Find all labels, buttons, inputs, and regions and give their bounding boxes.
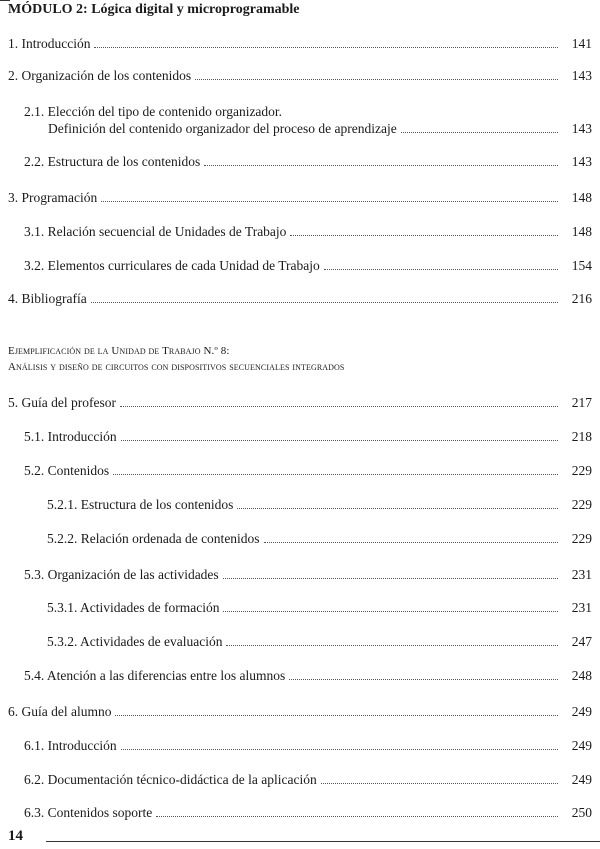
toc-label: 5.4. Atención a las diferencias entre los alumnos — [24, 668, 286, 683]
toc-label: 1. Introducción — [8, 36, 91, 51]
section-heading-line1: Ejemplificación de la Unidad de Trabajo N.º 8: — [8, 345, 230, 357]
toc-page-number: 148 — [571, 224, 592, 239]
toc-entry-5-3 — [24, 566, 592, 583]
toc-label: 3.2. Elementos curriculares de cada Unidad de Trabajo — [24, 258, 320, 273]
toc-entry-5-2-2 — [47, 530, 592, 547]
toc-page-number: 247 — [571, 634, 592, 649]
toc-label-line1: 2.1. Elección del tipo de contenido organizador. — [24, 104, 283, 119]
dot-leader — [226, 645, 558, 646]
toc-page-number: 229 — [571, 531, 592, 546]
toc-page-number: 216 — [571, 291, 592, 306]
toc-page-number: 229 — [571, 463, 592, 478]
toc-page-number: 217 — [571, 395, 592, 410]
toc-label: 3. Programación — [8, 190, 98, 205]
toc-label — [24, 103, 397, 137]
toc-entry-6-1 — [24, 737, 592, 754]
toc-page-number: 249 — [571, 772, 592, 787]
dot-leader — [223, 578, 558, 579]
toc-entry-6-2 — [24, 771, 592, 788]
dot-leader — [121, 749, 558, 750]
module-title: MÓDULO 2: Lógica digital y microprogramable — [8, 2, 300, 17]
toc-page-number: 231 — [571, 600, 592, 615]
dot-leader — [113, 474, 558, 475]
toc-label: 3.1. Relación secuencial de Unidades de Trabajo — [24, 224, 287, 239]
dot-leader — [120, 406, 558, 407]
toc-entry-2-1 — [24, 103, 592, 137]
footer-page-number: 14 — [8, 828, 23, 844]
dot-leader — [91, 302, 558, 303]
toc-entry-5-4 — [24, 667, 592, 684]
toc-label: 6.1. Introducción — [24, 738, 117, 753]
toc-entry-5-1 — [24, 428, 592, 445]
toc-label: 2. Organización de los contenidos — [8, 68, 192, 83]
toc-entry-5 — [8, 394, 592, 411]
section-heading — [8, 343, 344, 375]
toc-label: 5.3. Organización de las actividades — [24, 567, 219, 582]
dot-leader — [101, 201, 558, 202]
dot-leader — [223, 611, 558, 612]
toc-label: 6. Guía del alumno — [8, 704, 112, 719]
toc-entry-6 — [8, 703, 592, 720]
dot-leader — [264, 542, 558, 543]
toc-entry-4 — [8, 290, 592, 307]
toc-page-number: 148 — [571, 190, 592, 205]
toc-page-number: 248 — [571, 668, 592, 683]
toc-entry-5-2 — [24, 462, 592, 479]
toc-entry-2 — [8, 67, 592, 84]
dot-leader — [121, 440, 558, 441]
toc-page-number: 143 — [571, 154, 592, 169]
dot-leader — [290, 235, 558, 236]
toc-label: 5.3.1. Actividades de formación — [47, 600, 220, 615]
toc-entry-3-1 — [24, 223, 592, 240]
footer-rule — [46, 841, 600, 842]
toc-entry-5-3-2 — [47, 633, 592, 650]
toc-page-number: 231 — [571, 567, 592, 582]
toc-label-line2: Definición del contenido organizador del proceso de aprendizaje — [48, 121, 397, 136]
toc-entry-3 — [8, 189, 592, 206]
toc-page-number: 143 — [571, 68, 592, 83]
toc-page-number: 250 — [571, 805, 592, 820]
toc-label: 4. Bibliografía — [8, 291, 87, 306]
toc-entry-5-2-1 — [47, 496, 592, 513]
dot-leader — [156, 816, 558, 817]
toc-label: 6.2. Documentación técnico-didáctica de la aplicación — [24, 772, 317, 787]
dot-leader — [94, 47, 558, 48]
toc-label: 5.2. Contenidos — [24, 463, 110, 478]
dot-leader — [401, 132, 558, 133]
dot-leader — [195, 79, 558, 80]
toc-label: 5.2.1. Estructura de los contenidos — [47, 497, 234, 512]
toc-label: 5.3.2. Actividades de evaluación — [47, 634, 223, 649]
toc-entry-2-2 — [24, 153, 592, 170]
toc-entry-3-2 — [24, 257, 592, 274]
dot-leader — [289, 679, 558, 680]
toc-entry-1 — [8, 35, 592, 52]
dot-leader — [204, 165, 558, 166]
dot-leader — [321, 783, 558, 784]
toc-label: 2.2. Estructura de los contenidos — [24, 154, 201, 169]
toc-page-number: 249 — [571, 704, 592, 719]
top-rule — [0, 0, 10, 1]
toc-label: 5.2.2. Relación ordenada de contenidos — [47, 531, 260, 546]
section-heading-line2: Análisis y diseño de circuitos con dispositivos secuenciales integrados — [8, 361, 345, 373]
dot-leader — [324, 269, 558, 270]
toc-page-number: 229 — [571, 497, 592, 512]
dot-leader — [237, 508, 558, 509]
toc-label: 6.3. Contenidos soporte — [24, 805, 153, 820]
dot-leader — [115, 715, 558, 716]
toc-label: 5. Guía del profesor — [8, 395, 116, 410]
toc-page-number: 154 — [571, 258, 592, 273]
toc-label: 5.1. Introducción — [24, 429, 117, 444]
toc-page-number: 141 — [571, 36, 592, 51]
toc-page-number: 143 — [571, 121, 592, 136]
toc-entry-6-3 — [24, 804, 592, 821]
toc-entry-5-3-1 — [47, 599, 592, 616]
toc-page-number: 218 — [571, 429, 592, 444]
toc-page-number: 249 — [571, 738, 592, 753]
